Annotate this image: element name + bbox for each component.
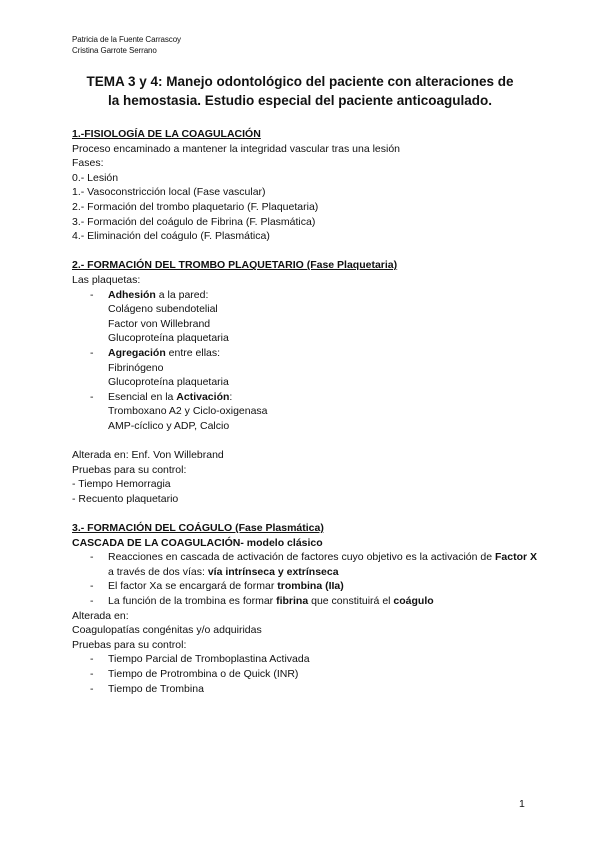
text-run: que constituirá el [308, 595, 394, 607]
list-item [72, 594, 542, 609]
list-item: - Recuento plaquetario [72, 492, 179, 505]
text-run: : [229, 390, 233, 403]
list-item: 0.- Lesión [72, 171, 119, 184]
paragraph: Alterada en: [72, 609, 129, 622]
bold-term: Adhesión [108, 288, 156, 301]
list-item [72, 288, 542, 303]
text-run: Tiempo Parcial de Tromboplastina Activada [108, 653, 310, 666]
list-item: - Tiempo Hemorragia [72, 478, 171, 491]
bold-term: Agregación [108, 346, 166, 359]
paragraph: Pruebas para su control: [72, 463, 187, 476]
text-run: a través de dos vías: [108, 565, 208, 578]
section-heading: 3.- FORMACIÓN DEL COÁGULO (Fase Plasmática) [72, 522, 324, 535]
dash-bullet: - [90, 580, 94, 593]
document-title [60, 72, 540, 110]
list-item: Glucoproteína plaquetaria [108, 376, 229, 389]
text-run: Tiempo de Trombina [108, 682, 204, 695]
text-run: Reacciones en cascada de activación de factores cuyo objetivo es la activación de [108, 551, 495, 564]
list-item: Colágeno subendotelial [108, 303, 218, 316]
dash-bullet: - [90, 390, 94, 403]
section-heading: 1.-FISIOLOGÍA DE LA COAGULACIÓN [72, 128, 261, 140]
dash-bullet: - [90, 346, 94, 359]
list-item: Tromboxano A2 y Ciclo-oxigenasa [108, 405, 268, 418]
text-run: El factor Xa se encargará de formar [108, 580, 278, 593]
paragraph: Las plaquetas: [72, 273, 141, 286]
list-item: Glucoproteína plaquetaria [108, 332, 229, 345]
bold-term: Factor X [494, 551, 537, 564]
list-item: 3.- Formación del coágulo de Fibrina (F. Plasmática) [72, 215, 316, 228]
text-run: La función de la trombina es formar [108, 595, 277, 607]
dash-bullet: - [90, 653, 94, 666]
paragraph: Fases: [72, 157, 104, 170]
bold-term: trombina (IIa) [277, 580, 344, 593]
dash-bullet: - [90, 288, 94, 301]
list-item [72, 652, 542, 667]
author-name: Cristina Garrote Serrano [72, 46, 157, 55]
bold-term: fibrina [276, 595, 309, 607]
section-heading: 2.- FORMACIÓN DEL TROMBO PLAQUETARIO (Fase Plaquetaria) [72, 259, 398, 272]
paragraph: Alterada en: Enf. Von Willebrand [72, 449, 224, 462]
header-authors [72, 34, 181, 56]
text-run: a la pared: [155, 288, 209, 301]
list-item: Fibrinógeno [108, 361, 164, 374]
bold-term: coágulo [393, 595, 434, 607]
bold-term: vía intrínseca y extrínseca [207, 565, 339, 578]
document-body [72, 127, 542, 696]
list-item: 4.- Eliminación del coágulo (F. Plasmática) [72, 230, 270, 243]
paragraph: Coagulopatías congénitas y/o adquiridas [72, 624, 262, 637]
dash-bullet: - [90, 667, 94, 680]
list-item: 2.- Formación del trombo plaquetario (F. Plaquetaria) [72, 200, 319, 213]
paragraph: Proceso encaminado a mantener la integridad vascular tras una lesión [72, 142, 401, 155]
list-item [72, 579, 542, 594]
title-line: TEMA 3 y 4: Manejo odontológico del paciente con alteraciones de [86, 74, 514, 89]
text-run: Tiempo de Protrombina o de Quick (INR) [108, 667, 299, 680]
list-item: 1.- Vasoconstricción local (Fase vascular) [72, 186, 266, 199]
list-item [72, 682, 542, 697]
dash-bullet: - [90, 551, 94, 564]
page-number: 1 [519, 798, 525, 810]
text-run: - modelo clásico [240, 536, 323, 549]
dash-bullet: - [90, 682, 94, 695]
text-run: entre ellas: [165, 346, 221, 359]
list-item: Factor von Willebrand [108, 317, 211, 330]
list-item [72, 390, 542, 405]
bold-term: CASCADA DE LA COAGULACIÓN [72, 536, 241, 549]
list-item: AMP-cíclico y ADP, Calcio [108, 419, 230, 432]
bold-term: Activación [176, 390, 230, 403]
list-item [72, 346, 542, 361]
author-name: Patricia de la Fuente Carrascoy [72, 35, 181, 44]
list-item [72, 550, 542, 579]
list-item [72, 667, 542, 682]
subheading [72, 536, 542, 551]
dash-bullet: - [90, 595, 94, 607]
title-line: la hemostasia. Estudio especial del paciente anticoagulado. [107, 93, 493, 108]
text-run: Esencial en la [108, 390, 177, 403]
paragraph: Pruebas para su control: [72, 638, 187, 651]
